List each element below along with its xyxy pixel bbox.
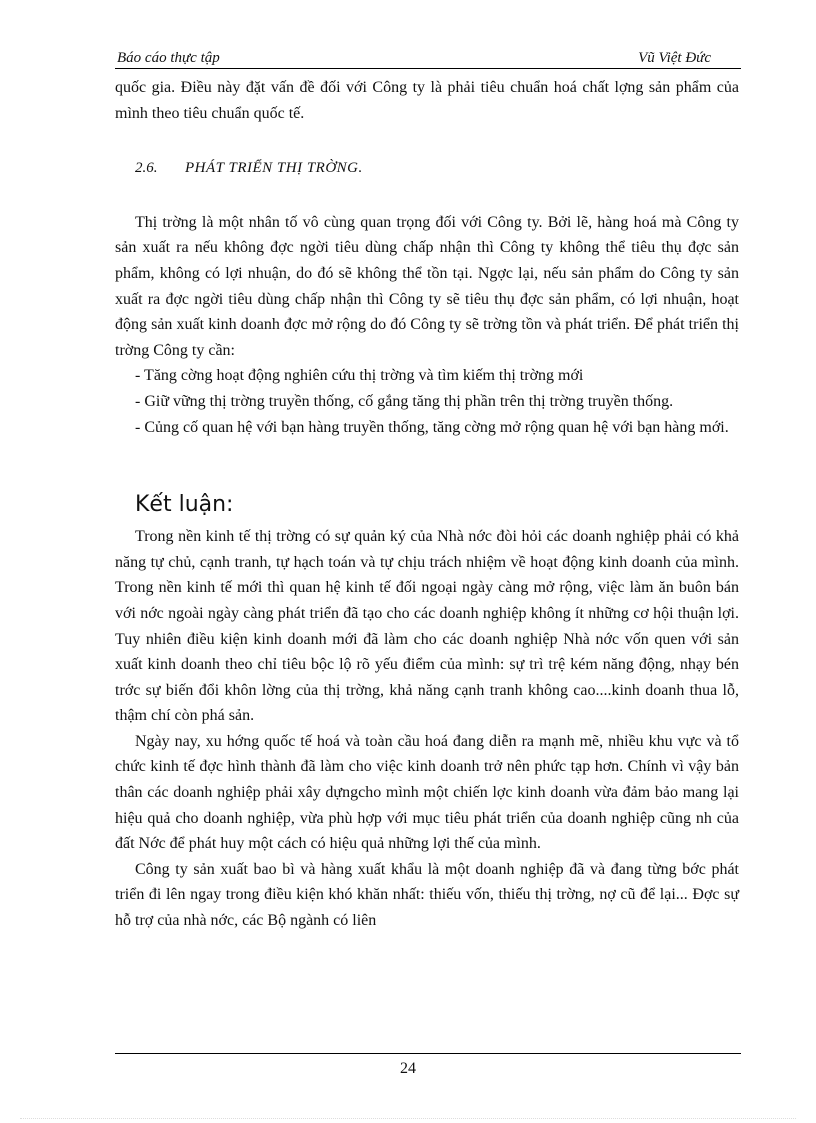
section-number: 2.6. bbox=[135, 160, 158, 177]
page-header bbox=[115, 50, 741, 69]
conclusion-heading: Kết luận: bbox=[135, 492, 234, 518]
header-report-title: Báo cáo thực tập bbox=[117, 50, 220, 66]
page-bottom-divider bbox=[20, 1118, 796, 1119]
section-heading bbox=[135, 156, 739, 182]
header-author-name: Vũ Việt Đức bbox=[638, 50, 711, 66]
intro-paragraph: quốc gia. Điều này đặt vấn đề đối với Công ty là phải tiêu chuẩn hoá chất lợng sản phẩm của mình theo tiêu chuẩn quốc tế. bbox=[115, 79, 739, 122]
conclusion-paragraph: Ngày nay, xu hớng quốc tế hoá và toàn cầu hoá đang diễn ra mạnh mẽ, nhiều khu vực và tổ chức kinh tế đợc hình thành đã làm cho việc kinh doanh trở nên phức tạp hơn. Chính vì vậy bản thân các doanh nghiệp phải xây dựngcho mình một chiến lợc kinh doanh vừa đảm bảo mang lại hiệu quả cho doanh nghiệp, vừa phù hợp với mục tiêu phát triển của doanh nghiệp cũng nh của đất Nớc để phát huy một cách có hiệu quả những lợi thế của mình. bbox=[115, 732, 739, 853]
conclusion-paragraph: Trong nền kinh tế thị trờng có sự quản ký của Nhà nớc đòi hỏi các doanh nghiệp phải có khả năng tự chủ, cạnh tranh, tự hạch toán và tự chịu trách nhiệm về hoạt động kinh doanh của mình. Trong nền kinh tế mới thì quan hệ kinh tế đối ngoại ngày càng mở rộng, việc làm ăn buôn bán với nớc ngoài ngày càng phát triển đã tạo cho các doanh nghiệp không ít những cơ hội thuận lợi. Tuy nhiên điều kiện kinh doanh mới đã làm cho các doanh nghiệp Nhà nớc vốn quen với sản xuất kinh doanh theo chỉ tiêu bộc lộ rõ yếu điểm của mình: sự trì trệ kém năng động, nhạy bén trớc sự biến đổi khôn lờng của thị trờng, khả năng cạnh tranh không cao....kinh doanh thua lỗ, thậm chí còn phá sản. bbox=[115, 528, 739, 725]
bullet-item: - Củng cố quan hệ với bạn hàng truyền thống, tăng cờng mở rộng quan hệ với bạn hàng mới. bbox=[135, 418, 729, 436]
bullet-item: - Tăng cờng hoạt động nghiên cứu thị trờng và tìm kiếm thị trờng mới bbox=[135, 367, 584, 385]
footer-divider bbox=[115, 1053, 741, 1054]
bullet-item: - Giữ vững thị trờng truyền thống, cố gắng tăng thị phần trên thị trờng truyền thống. bbox=[135, 392, 674, 410]
page-number: 24 bbox=[400, 1060, 416, 1077]
conclusion-paragraph: Công ty sản xuất bao bì và hàng xuất khẩu là một doanh nghiệp đã và đang từng bớc phát triển đi lên ngay trong điều kiện khó khăn nhất: thiếu vốn, thiếu thị trờng, nợ cũ để lại... Đợc sự hỗ trợ của nhà nớc, các Bộ ngành có liên bbox=[115, 860, 739, 930]
document-body bbox=[115, 75, 739, 934]
section-paragraph: Thị trờng là một nhân tố vô cùng quan trọng đối với Công ty. Bởi lẽ, hàng hoá mà Công ty sản xuất ra nếu không đợc ngời tiêu dùng chấp nhận thì Công ty không thể tiêu thụ đợc sản phẩm, không có lợi nhuận, do đó sẽ không thể tồn tại. Ngợc lại, nếu sản phẩm do Công ty sản xuất ra đợc ngời tiêu dùng chấp nhận thì Công ty sẽ tiêu thụ đợc sản phẩm, có lợi nhuận, hoạt động sản xuất kinh doanh đợc mở rộng do đó Công ty sẽ trờng tồn và phát triển. Để phát triển thị trờng Công ty cần: bbox=[115, 213, 739, 359]
section-title: PHÁT TRIỂN THỊ TRỜNG. bbox=[185, 160, 363, 177]
